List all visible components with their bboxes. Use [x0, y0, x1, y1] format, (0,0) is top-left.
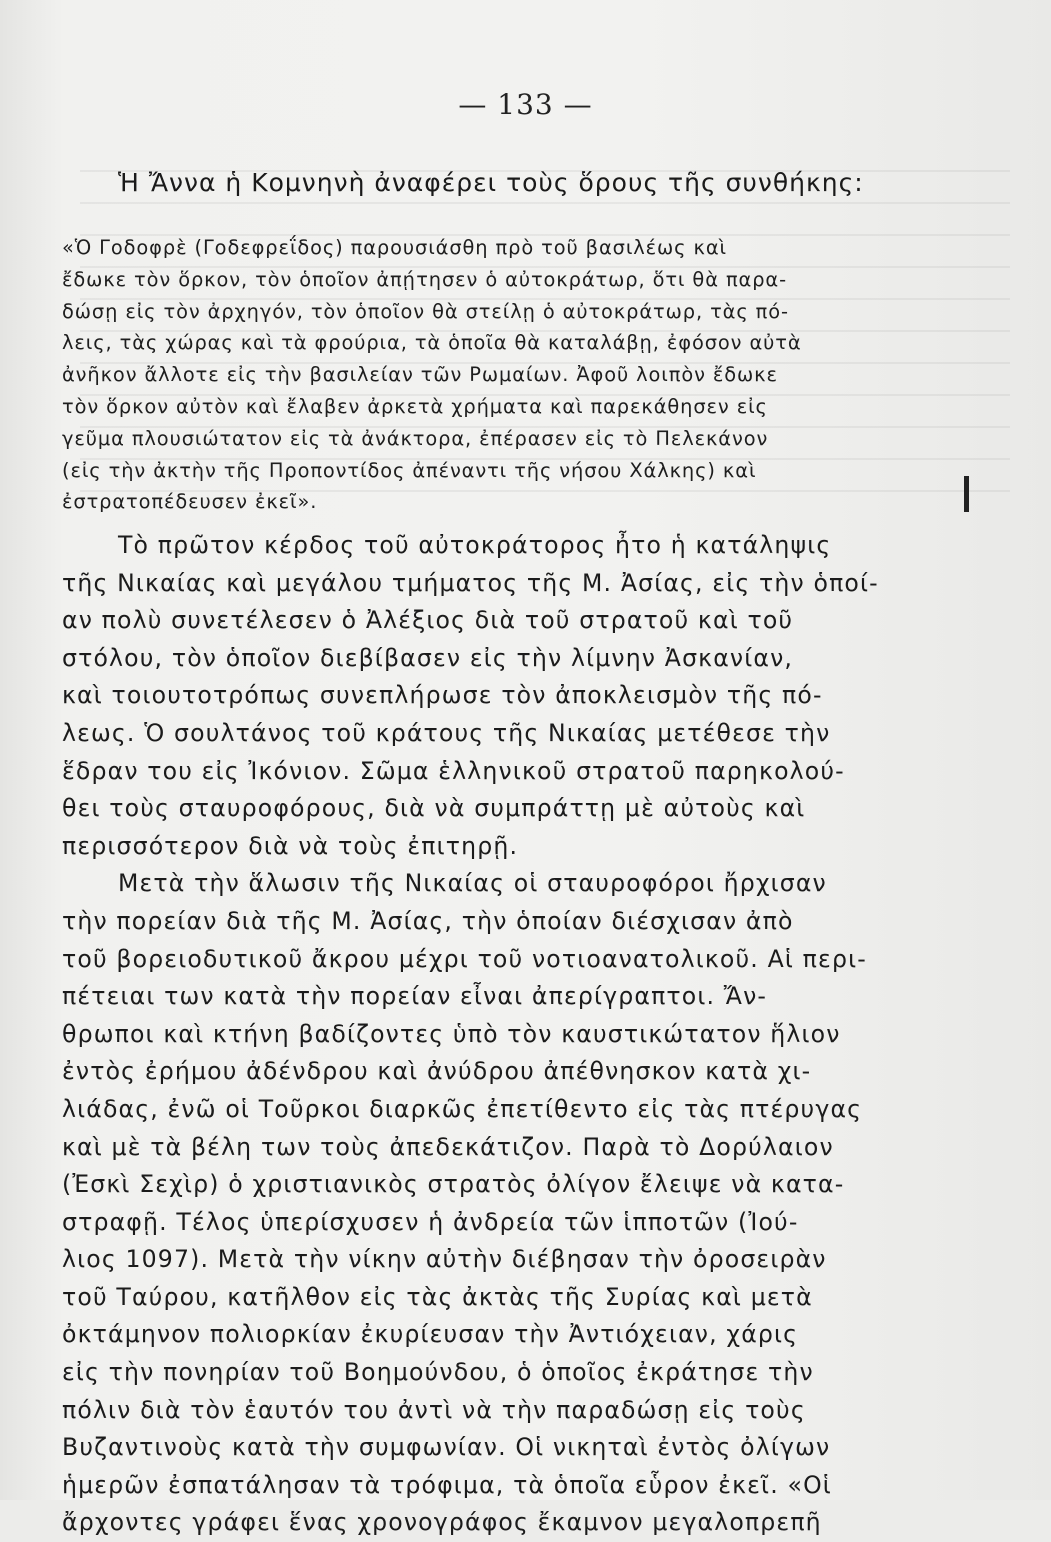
quote-line: «Ὁ Γοδοφρὲ (Γοδεφρεΐδος) παρουσιάσθη πρὸ τοῦ βασιλέως καὶ [62, 236, 728, 259]
text-line: τὴν πορείαν διὰ τῆς Μ. Ἀσίας, τὴν ὁποίαν διέσχισαν ἀπὸ [62, 906, 794, 935]
quote-line: ἀνῆκον ἄλλοτε εἰς τὴν βασιλείαν τῶν Ρωμαίων. Ἀφοῦ λοιπὸν ἔδωκε [62, 363, 778, 387]
margin-mark [964, 476, 969, 512]
text-line: τῆς Νικαίας καὶ μεγάλου τμήματος τῆς Μ. Ἀσίας, εἰς τὴν ὁποί- [62, 568, 879, 597]
text-line: λιάδας, ἐνῶ οἱ Τοῦρκοι διαρκῶς ἐπετίθεντο εἰς τὰς πτέρυγας [62, 1094, 863, 1123]
text-line: τοῦ Ταύρου, κατῆλθον εἰς τὰς ἀκτὰς τῆς Συρίας καὶ μετὰ [62, 1282, 813, 1311]
text-line: ἡμερῶν ἐσπατάλησαν τὰ τρόφιμα, τὰ ὁποῖα εὗρον ἐκεῖ. «Οἱ [62, 1470, 832, 1499]
body-paragraphs [62, 527, 997, 1542]
quote-line: δώσῃ εἰς τὸν ἀρχηγόν, τὸν ὁποῖον θὰ στείλῃ ὁ αὐτοκράτωρ, τὰς πό- [62, 299, 789, 323]
text-line: θει τοὺς σταυροφόρους, διὰ νὰ συμπράττῃ μὲ αὐτοὺς καὶ [62, 794, 806, 823]
text-line: λιος 1097). Μετὰ τὴν νίκην αὐτὴν διέβησαν τὴν ὀροσειρὰν [62, 1245, 827, 1274]
text-line: περισσότερον διὰ νὰ τοὺς ἐπιτηρῇ. [62, 831, 519, 860]
text-line: καὶ τοιουτοτρόπως συνεπλήρωσε τὸν ἀποκλεισμὸν τῆς πό- [62, 681, 823, 710]
text-line: αν πολὺ συνετέλεσεν ὁ Ἀλέξιος διὰ τοῦ στρατοῦ καὶ τοῦ [62, 606, 794, 635]
text-line: Μετὰ τὴν ἅλωσιν τῆς Νικαίας οἱ σταυροφόροι ἤρχισαν [118, 869, 827, 898]
text-line: στραφῇ. Τέλος ὑπερίσχυσεν ἡ ἀνδρεία τῶν ἱπποτῶν (Ἰού- [62, 1207, 799, 1236]
text-line: (Ἐσκὶ Σεχὶρ) ὁ χριστιανικὸς στρατὸς ὀλίγον ἔλειψε νὰ κατα- [62, 1170, 845, 1199]
quote-line: ἔδωκε τὸν ὅρκον, τὸν ὁποῖον ἀπῄτησεν ὁ αὐτοκράτωρ, ὅτι θὰ παρα- [62, 267, 787, 291]
intro-line: Ἡ Ἄννα ἡ Κομνηνὴ ἀναφέρει τοὺς ὅρους τῆς συνθήκης: [118, 168, 864, 197]
text-line: στόλου, τὸν ὁποῖον διεβίβασεν εἰς τὴν λίμνην Ἀσκανίαν, [62, 643, 794, 672]
page-number: — 133 — [458, 88, 593, 121]
text-line: ἄρχοντες γράφει ἕνας χρονογράφος ἔκαμνον μεγαλοπρεπῆ [62, 1508, 822, 1537]
text-line: εἰς τὴν πονηρίαν τοῦ Βοημούνδου, ὁ ὁποῖος ἐκράτησε τὴν [62, 1358, 814, 1387]
text-line: καὶ μὲ τὰ βέλη των τοὺς ἀπεδεκάτιζον. Παρὰ τὸ Δορύλαιον [62, 1132, 834, 1161]
quote-line: λεις, τὰς χώρας καὶ τὰ φρούρια, τὰ ὁποῖα θὰ καταλάβῃ, ἐφόσον αὐτὰ [62, 331, 802, 355]
quote-line: (εἰς τὴν ἀκτὴν τῆς Προποντίδος ἀπέναντι τῆς νήσου Χάλκης) καὶ [62, 458, 757, 482]
text-line: ἐντὸς ἐρήμου ἀδένδρου καὶ ἀνύδρου ἀπέθνησκον κατὰ χι- [62, 1057, 812, 1086]
text-line: τοῦ βορειοδυτικοῦ ἄκρου μέχρι τοῦ νοτιοανατολικοῦ. Αἱ περι- [62, 944, 867, 973]
text-line: πόλιν διὰ τὸν ἑαυτόν του ἀντὶ νὰ τὴν παραδώσῃ εἰς τοὺς [62, 1395, 806, 1424]
text-line: λεως. Ὁ σουλτάνος τοῦ κράτους τῆς Νικαίας μετέθεσε τὴν [62, 718, 831, 747]
quote-line: γεῦμα πλουσιώτατον εἰς τὰ ἀνάκτορα, ἐπέρασεν εἰς τὸ Πελεκάνον [62, 426, 769, 450]
text-line: Βυζαντινοὺς κατὰ τὴν συμφωνίαν. Οἱ νικηταὶ ἐντὸς ὀλίγων [62, 1433, 831, 1462]
quote-line: τὸν ὅρκον αὐτὸν καὶ ἔλαβεν ἀρκετὰ χρήματα καὶ παρεκάθησεν εἰς [62, 394, 768, 418]
text-line: ὀκτάμηνον πολιορκίαν ἐκυρίευσαν τὴν Ἀντιόχειαν, χάρις [62, 1320, 799, 1349]
quoted-passage [62, 232, 992, 518]
quote-line: ἐστρατοπέδευσεν ἐκεῖ». [62, 490, 318, 514]
text-line: Τὸ πρῶτον κέρδος τοῦ αὐτοκράτορος ἦτο ἡ κατάληψις [118, 531, 832, 559]
text-line: ἕδραν του εἰς Ἰκόνιον. Σῶμα ἑλληνικοῦ στρατοῦ παρηκολού- [62, 756, 845, 785]
text-line: πέτειαι των κατὰ τὴν πορείαν εἶναι ἀπερίγραπτοι. Ἄν- [62, 982, 768, 1011]
text-line: θρωποι καὶ κτήνη βαδίζοντες ὑπὸ τὸν καυστικώτατον ἥλιον [62, 1019, 841, 1048]
